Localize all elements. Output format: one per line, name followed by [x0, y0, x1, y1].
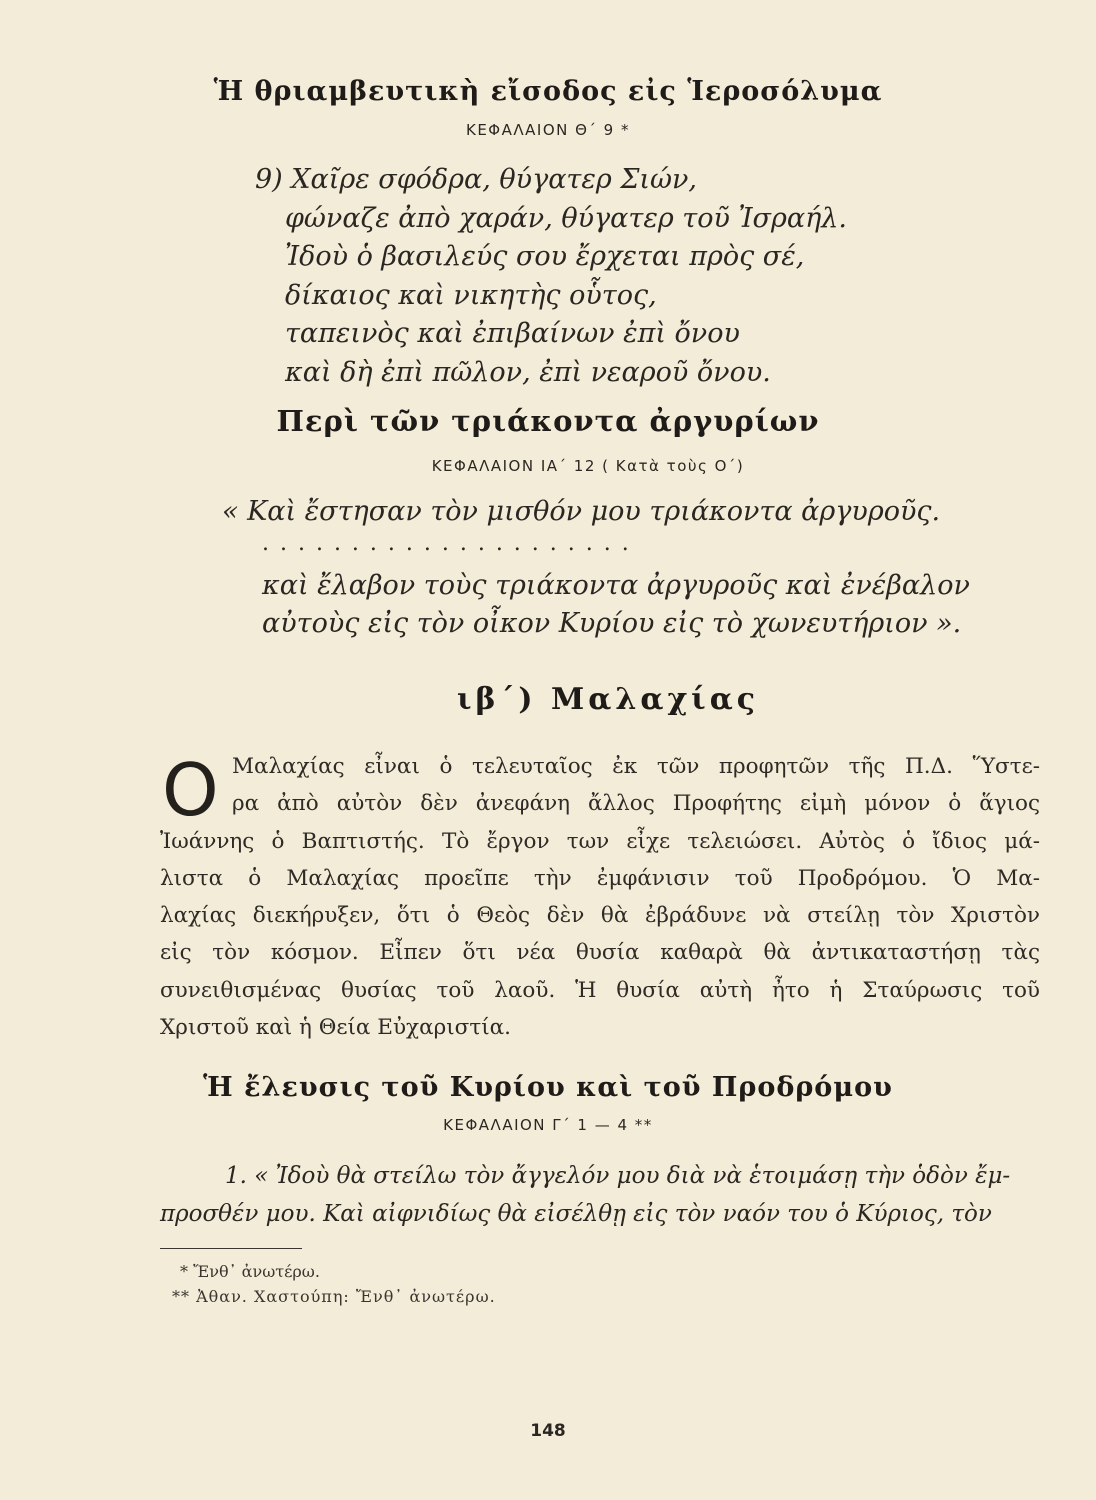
section-title-coming-of-lord: Ἡ ἔλευσις τοῦ Κυρίου καὶ τοῦ Προδρόμου [203, 1072, 893, 1103]
ellipsis-dots: . . . . . . . . . . . . . . . . . . . . . [262, 531, 631, 556]
verse-line: προσθέν μου. Καὶ αἰφνιδίως θὰ εἰσέλθῃ εἰς τὸν ναόν του ὁ Κύριος, τὸν [160, 1201, 992, 1227]
malachi-paragraph [160, 748, 1040, 1046]
verse-line: καὶ ἔλαβον τοὺς τριάκοντα ἀργυροῦς καὶ ἐνέβαλον [262, 570, 970, 601]
prose-line: Χριστοῦ καὶ ἡ Θεία Εὐχαριστία. [160, 1015, 512, 1041]
prose-line: Μαλαχίας εἶναι ὁ τελευταῖος ἐκ τῶν προφητῶν τῆς Π.Δ. Ὕστε- [232, 754, 1040, 779]
chapter-ref-1: ΚΕΦΑΛΑΙΟΝ Θ΄ 9 * [465, 121, 630, 139]
chapter-ref-4: ΚΕΦΑΛΑΙΟΝ Γ΄ 1 — 4 ** [443, 1116, 653, 1134]
verse-line: Ἰδοὺ ὁ βασιλεύς σου ἔρχεται πρὸς σέ, [285, 241, 805, 272]
footnote-1: * Ἔνθ᾽ ἀνωτέρω. [180, 1262, 320, 1281]
footnote-rule [160, 1248, 302, 1249]
prose-line: συνειθισμένας θυσίας τοῦ λαοῦ. Ἡ θυσία αὐτὴ ἦτο ἡ Σταύρωσις τοῦ [160, 977, 1040, 1003]
section-title-malachi: ιβ΄) Μαλαχίας [456, 682, 760, 717]
drop-cap: Ο [162, 748, 219, 832]
page-number: 148 [530, 1421, 566, 1441]
prose-line: λαχίας διεκήρυξεν, ὅτι ὁ Θεὸς δὲν θὰ ἐβράδυνε νὰ στείλῃ τὸν Χριστὸν [160, 903, 1040, 929]
prose-line: εἰς τὸν κόσμον. Εἶπεν ὅτι νέα θυσία καθαρὰ θὰ ἀντικαταστήσῃ τὰς [160, 940, 1040, 966]
verse-line: δίκαιος καὶ νικητὴς οὗτος, [285, 279, 657, 311]
prose-line: ρα ἀπὸ αὐτὸν δὲν ἀνεφάνη ἄλλος Προφήτης εἰμὴ μόνον ὁ ἅγιος [232, 791, 1040, 817]
chapter-ref-2: ΚΕΦΑΛΑΙΟΝ ΙΑ΄ 12 ( Κατὰ τοὺς Ο΄) [431, 457, 745, 475]
verse-line: φώναζε ἀπὸ χαράν, θύγατερ τοῦ Ἰσραήλ. [285, 202, 847, 234]
verse-line: αὐτοὺς εἰς τὸν οἶκον Κυρίου εἰς τὸ χωνευτήριον ». [262, 608, 962, 639]
verse-block-1 [255, 161, 847, 392]
prose-line: Ἰωάννης ὁ Βαπτιστής. Τὸ ἔργον των εἶχε τελειώσει. Αὐτὸς ὁ ἴδιος μά- [160, 828, 1040, 854]
footnote-2: ** Ἀθαν. Χαστούπη: Ἔνθ᾽ ἀνωτέρω. [172, 1287, 496, 1306]
verse-line: 1. « Ἰδοὺ θὰ στείλω τὸν ἄγγελόν μου διὰ νὰ ἑτοιμάσῃ τὴν ὁδὸν ἔμ- [225, 1163, 1011, 1189]
verse-line: ταπεινὸς καὶ ἐπιβαίνων ἐπὶ ὄνου [285, 318, 740, 349]
verse-line: « Καὶ ἔστησαν τὸν μισθόν μου τριάκοντα ἀργυροῦς. [222, 496, 941, 527]
section-title-triumphal-entry: Ἡ θριαμβευτικὴ εἴσοδος εἰς Ἱεροσόλυμα [213, 76, 883, 107]
verse-line: καὶ δὴ ἐπὶ πῶλον, ἐπὶ νεαροῦ ὄνου. [285, 356, 771, 388]
prose-line: λιστα ὁ Μαλαχίας προεῖπε τὴν ἐμφάνισιν τοῦ Προδρόμου. Ὁ Μα- [160, 865, 1040, 891]
verse-line: 9) Χαῖρε σφόδρα, θύγατερ Σιών, [255, 164, 698, 195]
section-title-thirty-silver: Περὶ τῶν τριάκοντα ἀργυρίων [276, 404, 820, 438]
